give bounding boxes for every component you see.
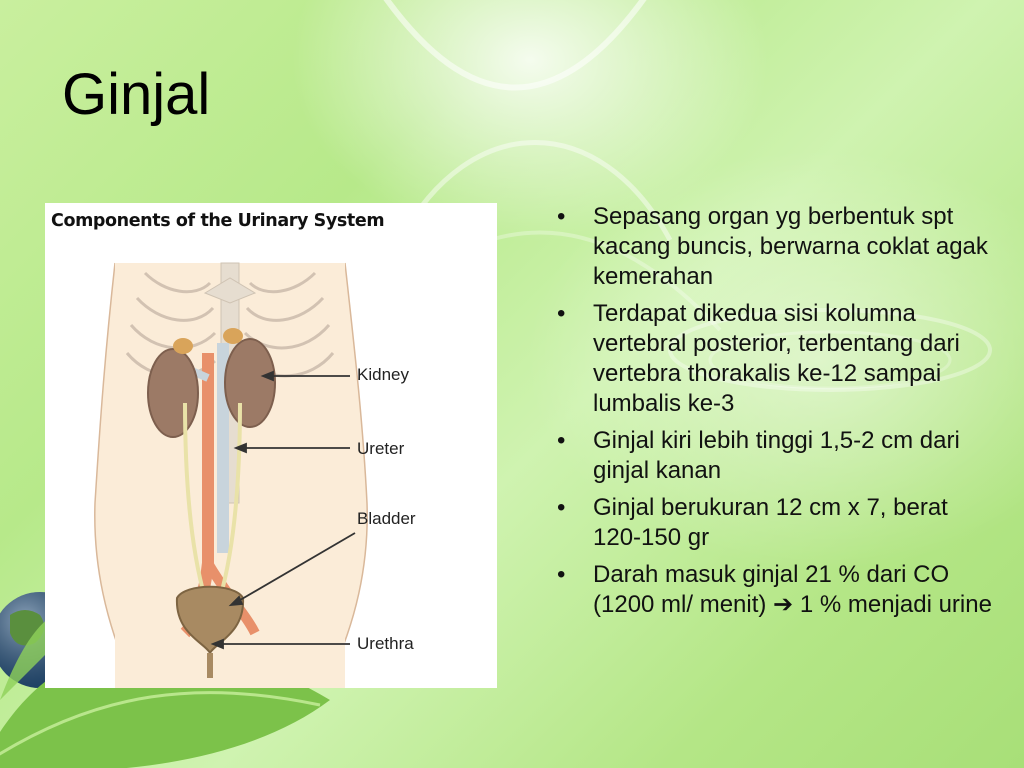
bullet-dot: • <box>557 300 566 327</box>
bullet-text: Sepasang organ yg berbentuk spt kacang buncis, berwarna coklat agak kemerahan <box>593 203 988 290</box>
bullet-text: Darah masuk ginjal 21 % dari CO (1200 ml/ menit) ➔ 1 % menjadi urine <box>593 561 992 618</box>
bullet-list <box>557 202 997 627</box>
bullet-item <box>557 560 997 620</box>
bullet-dot: • <box>557 561 566 588</box>
urinary-system-figure <box>45 203 497 688</box>
bullet-item <box>557 299 997 419</box>
bullet-text: Ginjal kiri lebih tinggi 1,5-2 cm dari ginjal kanan <box>593 427 960 484</box>
label-ureter: Ureter <box>357 439 405 458</box>
bullet-dot: • <box>557 427 566 454</box>
label-bladder: Bladder <box>357 509 416 528</box>
urinary-diagram <box>45 203 497 688</box>
bullet-text: Ginjal berukuran 12 cm x 7, berat 120-150 gr <box>593 494 948 551</box>
bullet-item <box>557 202 997 292</box>
figure-title: Components of the Urinary System <box>51 211 385 231</box>
bullet-item <box>557 493 997 553</box>
bullet-dot: • <box>557 494 566 521</box>
label-kidney: Kidney <box>357 365 409 384</box>
bullet-item <box>557 426 997 486</box>
slide-title: Ginjal <box>62 62 211 127</box>
label-urethra: Urethra <box>357 634 414 653</box>
bullet-text: Terdapat dikedua sisi kolumna vertebral posterior, terbentang dari vertebra thorakalis ke-12 sampai lumbalis ke-3 <box>593 300 960 417</box>
bullet-dot: • <box>557 203 566 230</box>
